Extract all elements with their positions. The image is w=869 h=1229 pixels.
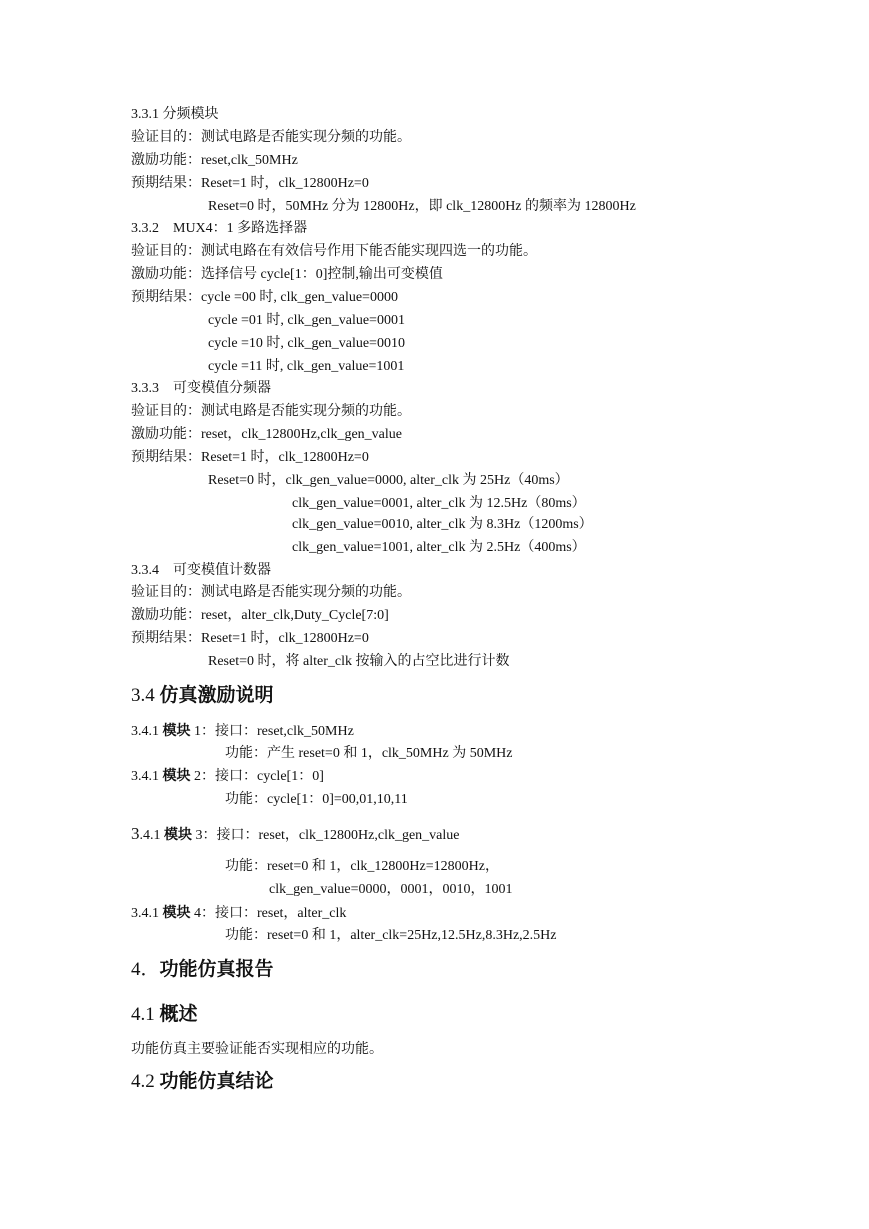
section-3-3-1-purpose: 验证目的：测试电路是否能实现分频的功能。 [131,130,411,145]
module-4-tail: 4：接口：reset，alter_clk [190,906,347,921]
module-3-tail: 3：接口：reset，clk_12800Hz,clk_gen_value [192,828,460,843]
module-3-function-2: clk_gen_value=0000，0001，0010，1001 [269,882,513,897]
section-3-3-3-expected-5: clk_gen_value=1001, alter_clk 为 2.5Hz（400ms） [292,540,586,555]
module-1-number: 3.4.1 [131,724,163,739]
module-4-function: 功能：reset=0 和 1，alter_clk=25Hz,12.5Hz,8.3Hz,2.5Hz [225,928,557,943]
section-4-2-title: 功能仿真结论 [159,1071,274,1092]
section-3-3-1-expected-1: 预期结果：Reset=1 时，clk_12800Hz=0 [131,176,369,191]
section-4-title: 功能仿真报告 [159,959,274,980]
section-4-heading [131,958,274,982]
section-3-4-title: 仿真激励说明 [159,685,274,706]
section-4-number: 4． [131,959,160,980]
section-3-3-2-heading: 3.3.2 MUX4：1 多路选择器 [131,221,308,236]
module-1-word: 模块 [162,724,191,739]
module-2-interface [131,768,324,786]
section-3-3-3-stimulus: 激励功能：reset，clk_12800Hz,clk_gen_value [131,427,402,442]
module-2-tail: 2：接口：cycle[1：0] [190,769,324,784]
section-3-3-4-expected-2: Reset=0 时，将 alter_clk 按输入的占空比进行计数 [208,654,510,669]
module-4-word: 模块 [162,906,191,921]
module-4-number: 3.4.1 [131,906,163,921]
section-3-3-3-expected-3: clk_gen_value=0001, alter_clk 为 12.5Hz（80ms） [292,496,586,511]
section-3-4-number: 3.4 [131,685,160,706]
section-4-2-number: 4.2 [131,1071,160,1092]
section-3-3-3-expected-4: clk_gen_value=0010, alter_clk 为 8.3Hz（1200ms） [292,517,593,532]
section-3-3-3-purpose: 验证目的：测试电路是否能实现分频的功能。 [131,404,411,419]
section-3-3-2-stimulus: 激励功能：选择信号 cycle[1：0]控制,输出可变模值 [131,267,443,282]
module-2-number: 3.4.1 [131,769,163,784]
section-4-2-heading [131,1070,274,1094]
section-3-3-1-heading: 3.3.1 分频模块 [131,107,219,122]
module-3-number: .4.1 [139,828,164,843]
module-3-word: 模块 [164,828,192,843]
section-3-3-2-expected-2: cycle =01 时, clk_gen_value=0001 [208,313,405,328]
section-3-3-3-expected-1: 预期结果：Reset=1 时，clk_12800Hz=0 [131,450,369,465]
module-2-word: 模块 [162,769,191,784]
section-4-1-title: 概述 [159,1004,198,1025]
section-3-3-3-heading: 3.3.3 可变模值分频器 [131,381,271,396]
module-1-function: 功能：产生 reset=0 和 1，clk_50MHz 为 50MHz [225,746,513,761]
section-3-3-4-expected-1: 预期结果：Reset=1 时，clk_12800Hz=0 [131,631,369,646]
module-3-interface [131,825,460,845]
section-3-4-heading [131,684,274,708]
section-3-3-4-stimulus: 激励功能：reset，alter_clk,Duty_Cycle[7:0] [131,608,389,623]
section-3-3-1-stimulus: 激励功能：reset,clk_50MHz [131,153,298,168]
section-3-3-4-purpose: 验证目的：测试电路是否能实现分频的功能。 [131,585,411,600]
section-3-3-3-expected-2: Reset=0 时，clk_gen_value=0000, alter_clk 为 25Hz（40ms） [208,473,569,488]
section-3-3-2-expected-4: cycle =11 时, clk_gen_value=1001 [208,359,405,374]
module-4-interface [131,905,346,923]
section-3-3-2-expected-1: 预期结果：cycle =00 时, clk_gen_value=0000 [131,290,398,305]
module-3-function-1: 功能：reset=0 和 1，clk_12800Hz=12800Hz， [225,859,499,874]
section-3-3-2-expected-3: cycle =10 时, clk_gen_value=0010 [208,336,405,351]
section-4-1-number: 4.1 [131,1004,160,1025]
section-3-3-4-heading: 3.3.4 可变模值计数器 [131,563,271,578]
module-1-tail: 1：接口：reset,clk_50MHz [190,724,354,739]
module-1-interface [131,723,354,741]
module-3-big-digit: 3 [131,824,140,843]
section-3-3-1-expected-2: Reset=0 时，50MHz 分为 12800Hz，即 clk_12800Hz 的频率为 12800Hz [208,199,636,214]
section-3-3-2-purpose: 验证目的：测试电路在有效信号作用下能否能实现四选一的功能。 [131,244,537,259]
overview-text: 功能仿真主要验证能否实现相应的功能。 [131,1042,383,1057]
section-4-1-heading [131,1003,198,1027]
module-2-function: 功能：cycle[1：0]=00,01,10,11 [225,792,408,807]
